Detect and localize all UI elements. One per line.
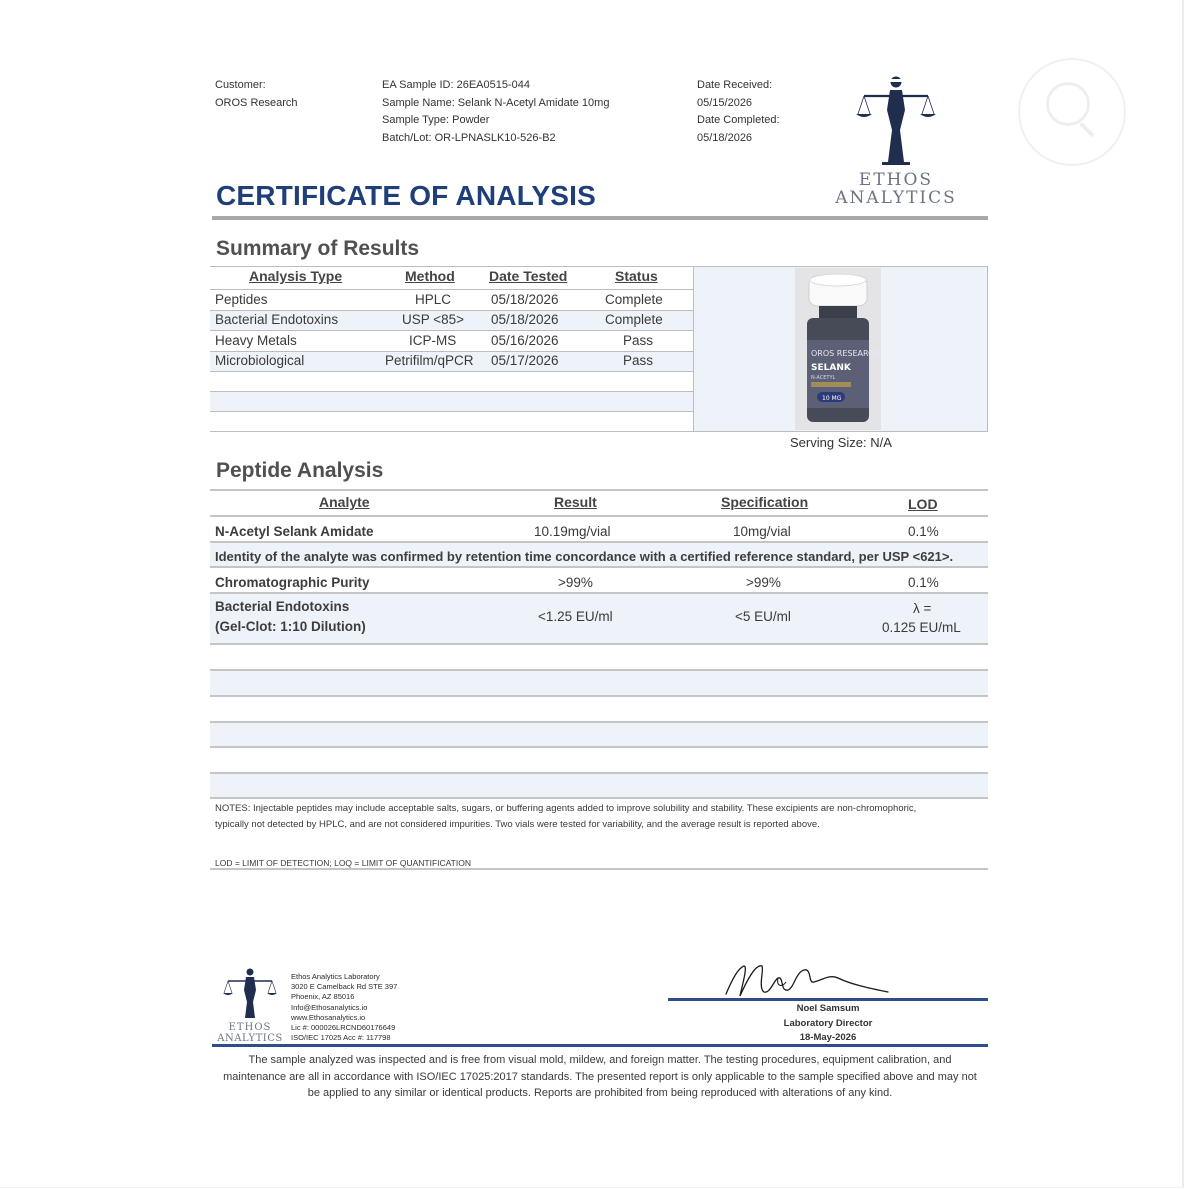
peptide-col-result: Result <box>554 494 597 510</box>
endotoxin-result: <1.25 EU/ml <box>538 609 613 624</box>
sample-id: EA Sample ID: 26EA0515-044 <box>382 79 530 91</box>
lab-line: Lic #: 000026LRCND60176649 <box>291 1023 396 1033</box>
analyte-spec: 10mg/vial <box>733 524 791 539</box>
endotoxin-lod-line1: λ = <box>913 601 932 616</box>
logo-line-ethos: ETHOS <box>858 170 934 190</box>
empty-row-divider <box>210 721 988 723</box>
empty-row-divider <box>210 797 988 799</box>
customer-label: Customer: <box>215 79 266 91</box>
signature-date: 18-May-2026 <box>799 1032 857 1043</box>
customer-block <box>215 77 298 112</box>
peptide-col-lod: LOD <box>908 496 938 512</box>
signer-name: Noel Samsum <box>796 1003 860 1014</box>
batch-lot: Batch/Lot: OR-LPNASLK10-526-B2 <box>382 131 556 144</box>
summary-col-status: Status <box>615 268 658 284</box>
vial-product-image <box>795 268 881 430</box>
vial-product-text: SELANK <box>811 363 851 373</box>
notes-divider <box>210 868 988 870</box>
date-completed: 05/18/2026 <box>697 131 753 144</box>
summary-cell: 05/18/2026 <box>491 312 559 327</box>
summary-col-method: Method <box>405 268 455 284</box>
summary-row-divider <box>210 391 693 392</box>
table-row <box>210 310 693 330</box>
sample-block <box>382 77 609 147</box>
lens-handle-icon <box>1079 122 1095 138</box>
peptide-row-divider <box>210 592 988 594</box>
lens-icon <box>1046 82 1090 126</box>
footer-divider <box>212 1044 988 1047</box>
serving-size: Serving Size: N/A <box>790 435 892 450</box>
disclaimer <box>212 1052 988 1102</box>
summary-cell: Heavy Metals <box>215 333 297 348</box>
summary-cell: Pass <box>623 353 654 368</box>
customer-value: OROS Research <box>215 96 298 109</box>
notes-line-1: NOTES: Injectable peptides may include acceptable salts, sugars, or buffering agents added to improve solubility and stability. These excipients are non-chromophoric, <box>215 803 917 814</box>
table-row <box>210 331 693 351</box>
summary-cell: Complete <box>605 312 663 327</box>
lab-line: Info@Ethosanalytics.io <box>291 1002 368 1012</box>
analyte-lod: 0.1% <box>908 524 939 539</box>
ethos-logo <box>826 70 966 210</box>
summary-cell: Complete <box>605 292 663 307</box>
handwritten-signature <box>718 958 898 1002</box>
lab-logo-analytics: ANALYTICS <box>217 1033 283 1044</box>
date-received-label: Date Received: <box>697 79 773 91</box>
vial-dose-text: 10 MG <box>822 395 842 402</box>
summary-cell: Pass <box>623 333 654 348</box>
empty-row-shade <box>210 773 988 798</box>
peptide-row-divider <box>210 541 988 543</box>
dates-block <box>697 77 780 147</box>
analyte-result: 10.19mg/vial <box>534 524 611 539</box>
lab-address <box>291 972 397 1043</box>
lab-line: ISO/IEC 17025 Acc #: 117798 <box>291 1033 391 1043</box>
table-row <box>210 351 693 371</box>
peptide-col-specification: Specification <box>721 494 809 510</box>
notes-line-2: typically not detected by HPLC, and are not considered impurities. Two vials were tested for variability, and the average result is reported above. <box>215 818 820 830</box>
disclaimer-line-2: maintenance are all in accordance with ISO/IEC 17025:2017 standards. The presented report is only applicable to the sample specified above and may not <box>223 1070 977 1083</box>
summary-divider <box>693 266 694 432</box>
summary-heading: Summary of Results <box>216 237 420 260</box>
sample-type: Sample Type: Powder <box>382 114 490 126</box>
signer-title: Laboratory Director <box>783 1018 873 1029</box>
lab-line: Ethos Analytics Laboratory <box>291 972 380 981</box>
purity-lod: 0.1% <box>908 575 939 590</box>
summary-row-shade <box>210 391 693 411</box>
signature-line <box>668 998 988 1001</box>
summary-cell: ICP-MS <box>409 333 457 348</box>
justice-scale-icon <box>826 70 966 170</box>
vial-brand-text: OROS RESEARCH <box>811 349 880 358</box>
summary-cell: Petrifilm/qPCR <box>385 353 474 368</box>
endotoxin-spec: <5 EU/ml <box>735 609 791 624</box>
peptide-row-divider <box>210 515 988 517</box>
page-title: CERTIFICATE OF ANALYSIS <box>216 180 597 211</box>
summary-col-analysis-type: Analysis Type <box>249 268 343 284</box>
summary-cell: Peptides <box>215 292 268 307</box>
purity-result: >99% <box>558 575 593 590</box>
summary-col-date-tested: Date Tested <box>489 268 568 284</box>
endotoxin-name-line2: (Gel-Clot: 1:10 Dilution) <box>215 619 366 634</box>
notes <box>215 801 985 832</box>
summary-cell: 05/18/2026 <box>491 292 559 307</box>
empty-row-divider <box>210 669 988 671</box>
sample-name: Sample Name: Selank N-Acetyl Amidate 10mg <box>382 96 610 109</box>
lab-line: 3020 E Camelback Rd STE 397 <box>291 982 398 992</box>
title-divider <box>212 216 988 220</box>
summary-cell: 05/17/2026 <box>491 353 559 368</box>
peptide-col-analyte: Analyte <box>319 494 370 510</box>
purity-spec: >99% <box>746 575 781 590</box>
date-received: 05/15/2026 <box>697 96 753 109</box>
lab-logo-ethos: ETHOS <box>228 1022 272 1033</box>
disclaimer-line-3: be applied to any similar or identical products. Reports are prohibited from being reproduced with alterations of any kind. <box>307 1087 893 1099</box>
date-completed-label: Date Completed: <box>697 114 780 126</box>
summary-cell: Bacterial Endotoxins <box>215 312 339 327</box>
peptide-row-divider <box>210 643 988 645</box>
disclaimer-line-1: The sample analyzed was inspected and is free from visual mold, mildew, and foreign matter. The testing procedures, equipment calibration, and <box>248 1054 952 1066</box>
table-row <box>210 290 693 310</box>
peptide-top-rule <box>210 489 988 491</box>
empty-row-shade <box>210 671 988 696</box>
lod-definition: LOD = LIMIT OF DETECTION; LOQ = LIMIT OF QUANTIFICATION <box>215 858 471 868</box>
identity-statement: Identity of the analyte was confirmed by retention time concordance with a certified reference standard, per USP <621>. <box>215 549 954 564</box>
peptide-heading: Peptide Analysis <box>216 459 384 482</box>
empty-row-divider <box>210 695 988 697</box>
summary-cell: 05/16/2026 <box>491 333 559 348</box>
zoom-magnifier-icon[interactable] <box>1018 58 1126 166</box>
vial-sub-text: N-ACETYL <box>811 375 836 381</box>
summary-cell: HPLC <box>415 292 452 307</box>
lab-line: Phoenix, AZ 85016 <box>291 992 355 1002</box>
summary-cell: USP <85> <box>402 312 465 327</box>
summary-row-divider <box>210 371 693 372</box>
purity-name: Chromatographic Purity <box>215 575 370 590</box>
peptide-row-divider <box>210 566 988 568</box>
empty-row-divider <box>210 772 988 774</box>
endotoxin-name-line1: Bacterial Endotoxins <box>215 599 350 614</box>
justice-scale-icon <box>212 966 288 1022</box>
endotoxin-lod-line2: 0.125 EU/mL <box>882 620 961 635</box>
empty-row-divider <box>210 746 988 748</box>
lab-logo <box>212 966 288 1046</box>
analyte-name: N-Acetyl Selank Amidate <box>215 524 374 539</box>
lab-line: www.Ethosanalytics.io <box>291 1012 366 1022</box>
empty-row-shade <box>210 722 988 747</box>
logo-line-analytics: ANALYTICS <box>835 188 957 208</box>
summary-row-divider <box>210 411 693 412</box>
summary-cell: Microbiological <box>215 353 305 368</box>
